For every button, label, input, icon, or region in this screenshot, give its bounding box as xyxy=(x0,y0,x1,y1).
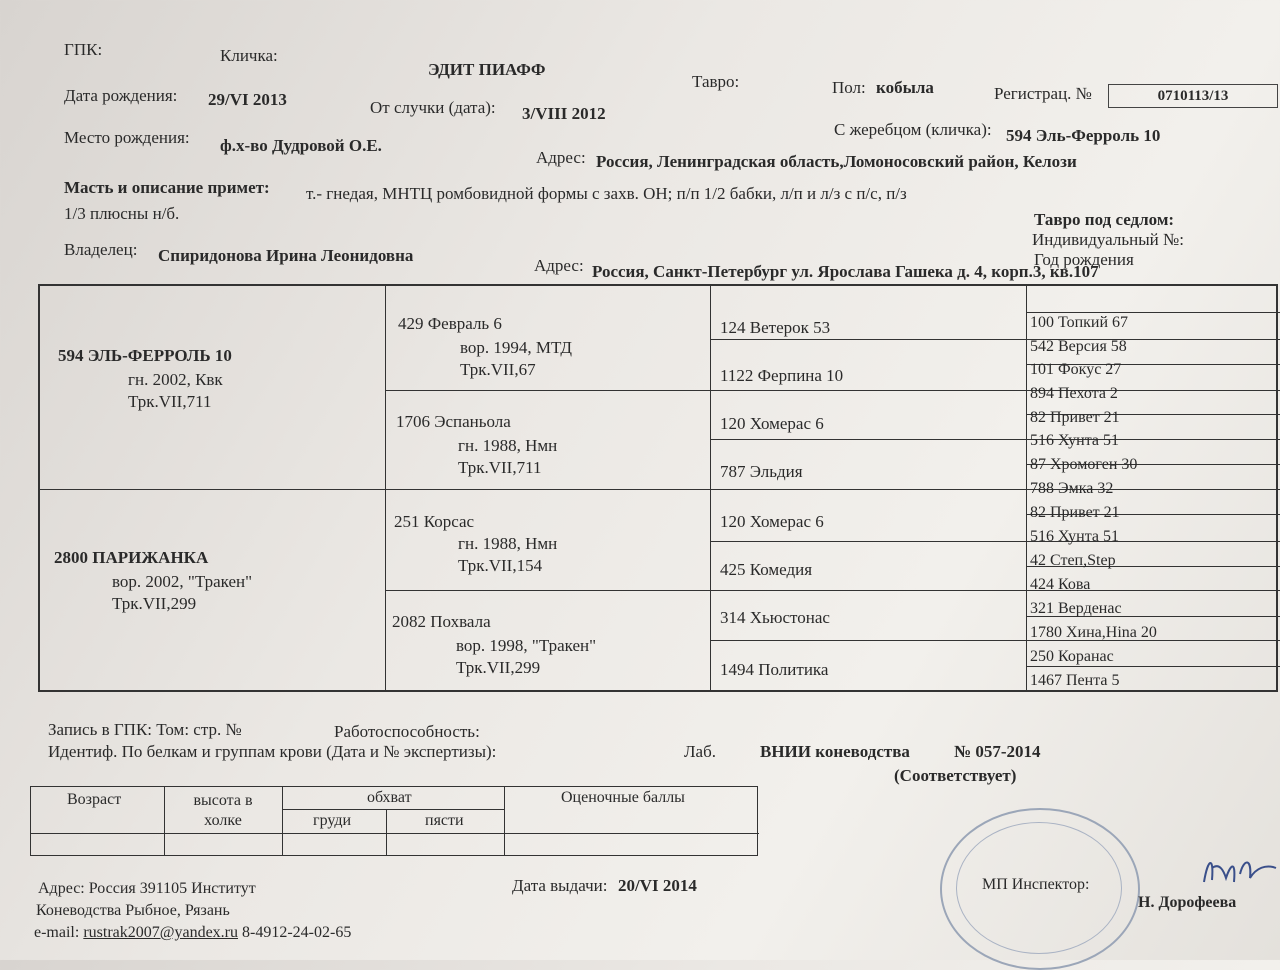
phone: 8-4912-24-02-65 xyxy=(242,924,352,941)
gen3-name: 314 Хьюстонас xyxy=(720,608,830,627)
gen4-name: 100 Топкий 67 xyxy=(1030,314,1129,331)
gen2-trk: Трк.VII,154 xyxy=(458,556,543,575)
owner-address-value: Россия, Санкт-Петербург ул. Ярослава Гашека д. 4, корп.3, кв.107 xyxy=(592,262,1099,281)
address-value: Россия, Ленинградская область,Ломоносовский район, Келози xyxy=(596,152,1077,171)
gen4-name: 250 Коранас xyxy=(1030,648,1114,665)
gen4-name: 101 Фокус 27 xyxy=(1030,361,1122,378)
gen3-name: 120 Хомерас 6 xyxy=(720,414,824,433)
mating-label: От случки (дата): xyxy=(370,98,496,117)
issue-label: Дата выдачи: xyxy=(512,876,608,895)
gen4-name: 1467 Пента 5 xyxy=(1030,672,1120,689)
grade-table xyxy=(30,786,758,856)
gen4-name: 788 Эмка 32 xyxy=(1030,480,1114,497)
gen4-name: 1780 Хина,Hina 20 xyxy=(1030,624,1157,641)
birthplace-value: ф.х-во Дудровой О.Е. xyxy=(220,136,382,155)
stallion-value: 594 Эль-Ферроль 10 xyxy=(1006,126,1161,145)
reg-number: 0710113/13 xyxy=(1108,84,1278,108)
mating-value: 3/VIII 2012 xyxy=(522,104,606,123)
grade-height: высота в холке xyxy=(193,792,253,829)
name-label: Кличка: xyxy=(220,46,278,65)
birth-value: 29/VI 2013 xyxy=(208,90,287,109)
grade-chest: груди xyxy=(313,812,352,829)
email-label: e-mail: xyxy=(34,924,80,941)
sire-name: 594 ЭЛЬ-ФЕРРОЛЬ 10 xyxy=(58,346,232,365)
sex-label: Пол: xyxy=(832,78,866,97)
gen4-name: 42 Степ,Step xyxy=(1030,552,1116,569)
birthplace-label: Место рождения: xyxy=(64,128,190,147)
gen4-name: 82 Привет 21 xyxy=(1030,504,1120,521)
email-link[interactable]: rustrak2007@yandex.ru xyxy=(83,924,239,941)
birth-year-label: Год рождения xyxy=(1034,250,1134,269)
grade-girth: обхват xyxy=(367,789,412,806)
color-value: т.- гнедая, МНТЦ ромбовидной формы с захв. ОН; п/п 1/2 бабки, л/п и л/з с п/с, п/з xyxy=(306,184,907,203)
grade-age: Возраст xyxy=(67,791,122,808)
gen4-name: 82 Привет 21 xyxy=(1030,409,1120,426)
footer-address-1: Адрес: Россия 391105 Институт xyxy=(38,880,256,897)
dam-name: 2800 ПАРИЖАНКА xyxy=(54,548,209,567)
gen3-name: 787 Эльдия xyxy=(720,462,803,481)
gen2-name: 251 Корсас xyxy=(394,512,475,531)
brand-label: Тавро: xyxy=(692,72,740,91)
gen4-name: 894 Пехота 2 xyxy=(1030,385,1118,402)
color-label: Масть и описание примет: xyxy=(64,178,270,197)
pedigree-table xyxy=(38,284,1278,692)
conforms: (Соответствует) xyxy=(894,766,1017,785)
address-label: Адрес: xyxy=(536,148,586,167)
inspector-name: Н. Дорофеева xyxy=(1138,894,1237,911)
horse-name: ЭДИТ ПИАФФ xyxy=(428,60,546,79)
gen4-name: 424 Кова xyxy=(1030,576,1091,593)
gen2-name: 1706 Эспаньола xyxy=(396,412,511,431)
gen2-info: гн. 1988, Нмн xyxy=(458,436,558,455)
gen2-trk: Трк.VII,299 xyxy=(456,658,541,677)
gen2-trk: Трк.VII,711 xyxy=(458,458,542,477)
lab-label: Лаб. xyxy=(684,742,716,761)
gen3-name: 120 Хомерас 6 xyxy=(720,512,824,531)
gen2-trk: Трк.VII,67 xyxy=(460,360,536,379)
sire-info: гн. 2002, Квк xyxy=(128,370,223,389)
issue-value: 20/VI 2014 xyxy=(618,876,697,895)
gen2-info: гн. 1988, Нмн xyxy=(458,534,558,553)
gen2-info: вор. 1994, МТД xyxy=(460,338,572,357)
signature xyxy=(1196,838,1280,898)
gen3-name: 124 Ветерок 53 xyxy=(720,318,831,337)
individual-label: Индивидуальный №: xyxy=(1032,230,1184,249)
gen4-name: 321 Верденас xyxy=(1030,600,1122,617)
owner-label: Владелец: xyxy=(64,240,138,259)
gen4-name: 87 Хромоген 30 xyxy=(1030,456,1138,473)
gen2-name: 429 Февраль 6 xyxy=(398,314,502,333)
sire-trk: Трк.VII,711 xyxy=(128,392,212,411)
lab-value: ВНИИ коневодства xyxy=(760,742,910,761)
dam-trk: Трк.VII,299 xyxy=(112,594,197,613)
grade-pastern: пясти xyxy=(425,812,464,829)
gen4-name: 516 Хунта 51 xyxy=(1030,432,1119,449)
birth-label: Дата рождения: xyxy=(64,86,178,105)
gen3-name: 1494 Политика xyxy=(720,660,829,679)
ident-label: Идентиф. По белкам и группам крови (Дата и № экспертизы): xyxy=(48,742,497,761)
stallion-label: С жеребцом (кличка): xyxy=(834,120,992,139)
gen3-name: 425 Комедия xyxy=(720,560,813,579)
gen2-name: 2082 Похвала xyxy=(392,612,491,631)
grade-scores: Оценочные баллы xyxy=(561,789,685,806)
gen4-name: 516 Хунта 51 xyxy=(1030,528,1119,545)
owner-address-label: Адрес: xyxy=(534,256,584,275)
lab-number: № 057-2014 xyxy=(954,742,1041,761)
mp-inspector: МП Инспектор: xyxy=(982,876,1090,893)
gen2-info: вор. 1998, "Тракен" xyxy=(456,636,597,655)
sex-value: кобыла xyxy=(876,78,934,97)
saddle-brand-label: Тавро под седлом: xyxy=(1034,210,1175,229)
gen3-name: 1122 Ферпина 10 xyxy=(720,366,844,385)
gpk-label: ГПК: xyxy=(64,40,103,59)
gpk-record: Запись в ГПК: Том: стр. № xyxy=(48,720,242,739)
dam-info: вор. 2002, "Тракен" xyxy=(112,572,253,591)
gen4-name: 542 Версия 58 xyxy=(1030,338,1127,355)
footer-address-2: Коневодства Рыбное, Рязань xyxy=(36,902,230,919)
owner-value: Спиридонова Ирина Леонидовна xyxy=(158,246,414,265)
workability: Работоспособность: xyxy=(334,722,480,741)
reg-label: Регистрац. № xyxy=(994,84,1092,103)
color-value-2: 1/3 плюсны н/б. xyxy=(64,204,180,223)
